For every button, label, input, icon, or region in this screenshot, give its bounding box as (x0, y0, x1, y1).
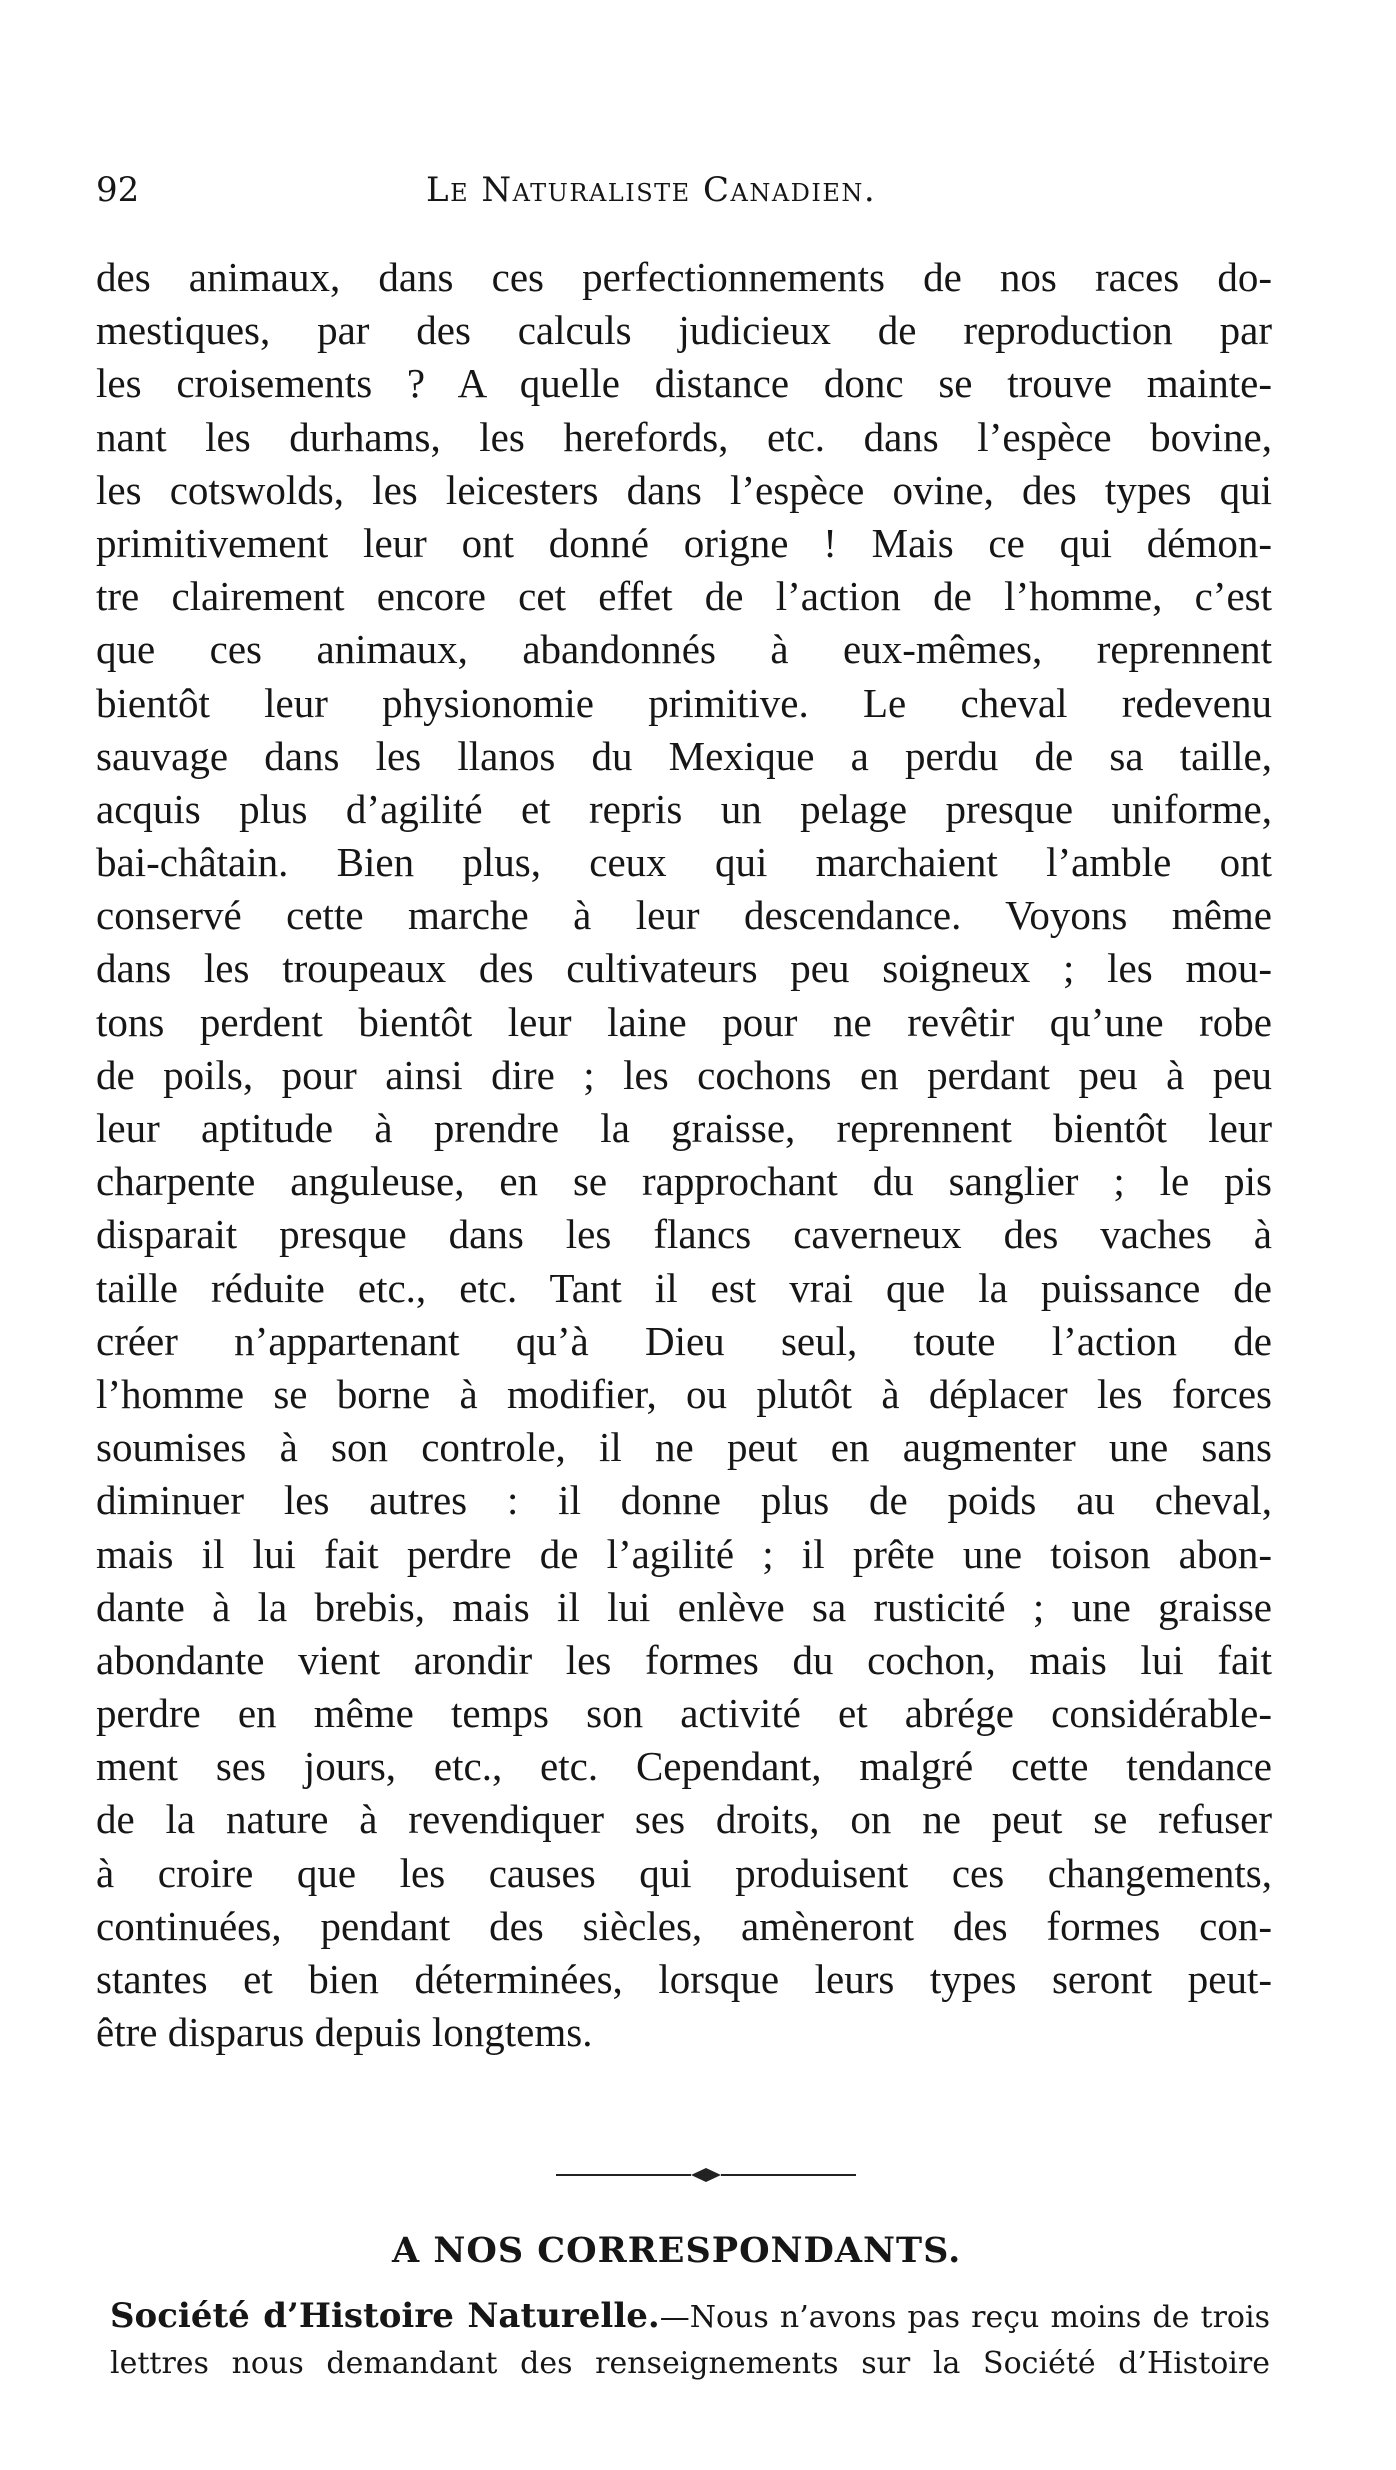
text-line: bientôt leur physionomie primitive. Le cheval redevenu (96, 679, 1272, 726)
text-line: dans les troupeaux des cultivateurs peu soigneux ; les mou- (96, 945, 1272, 992)
text-line: conservé cette marche à leur descendance. Voyons même (96, 892, 1272, 939)
text-line: ment ses jours, etc., etc. Cependant, malgré cette tendance (96, 1743, 1272, 1790)
text-line: disparait presque dans les flancs caverneux des vaches à (96, 1211, 1272, 1258)
page-header (96, 170, 1264, 220)
correspondents-line-1 (110, 2292, 1270, 2340)
text-line: charpente anguleuse, en se rapprochant du sanglier ; le pis (96, 1158, 1272, 1205)
text-line: les croisements ? A quelle distance donc se trouve mainte- (96, 360, 1272, 407)
text-line: abondante vient arondir les formes du cochon, mais lui fait (96, 1636, 1272, 1683)
text-line: les cotswolds, les leicesters dans l’espèce ovine, des types qui (96, 466, 1272, 513)
text-line: soumises à son controle, il ne peut en augmenter une sans (96, 1424, 1272, 1471)
text-line: créer n’appartenant qu’à Dieu seul, toute l’action de (96, 1317, 1272, 1364)
text-line: diminuer les autres : il donne plus de poids au cheval, (96, 1477, 1272, 1524)
text-line: dante à la brebis, mais il lui enlève sa rusticité ; une graisse (96, 1583, 1272, 1630)
text-line: que ces animaux, abandonnés à eux-mêmes, reprennent (96, 626, 1272, 673)
text-line: être disparus depuis longtems. (96, 2009, 593, 2056)
text-line: sauvage dans les llanos du Mexique a perdu de sa taille, (96, 732, 1272, 779)
text-line: mestiques, par des calculs judicieux de reproduction par (96, 307, 1272, 354)
text-line: leur aptitude à prendre la graisse, reprennent bientôt leur (96, 1105, 1272, 1151)
text-line: l’homme se borne à modifier, ou plutôt à déplacer les forces (96, 1370, 1272, 1417)
running-title: Le Naturaliste Canadien. (426, 170, 877, 210)
text-line: continuées, pendant des siècles, amèneront des formes con- (96, 1902, 1272, 1949)
text-line: taille réduite etc., etc. Tant il est vrai que la puissance de (96, 1264, 1272, 1311)
text-line: des animaux, dans ces perfectionnements de nos races do- (96, 254, 1272, 300)
text-line: stantes et bien déterminées, lorsque leurs types seront peut- (96, 1956, 1272, 2002)
text-line: tons perdent bientôt leur laine pour ne revêtir qu’une robe (96, 998, 1272, 1045)
main-text-block (96, 251, 1272, 2059)
text-line: acquis plus d’agilité et repris un pelage presque uniforme, (96, 785, 1272, 832)
text-line: de la nature à revendiquer ses droits, on ne peut se refuser (96, 1796, 1272, 1843)
text-line: de poils, pour ainsi dire ; les cochons en perdant peu à peu (96, 1051, 1272, 1098)
correspondents-line-1-rest: —Nous n’avons pas reçu moins de trois (659, 2300, 1270, 2335)
text-line: bai-châtain. Bien plus, ceux qui marchaient l’amble ont (96, 839, 1272, 886)
section-title: A NOS CORRESPONDANTS. (392, 2230, 962, 2271)
correspondents-line-2: lettres nous demandant des renseignements sur la Société d’Histoire (110, 2346, 1270, 2381)
text-line: tre clairement encore cet effet de l’action de l’homme, c’est (96, 573, 1272, 620)
text-line: à croire que les causes qui produisent ces changements, (96, 1849, 1272, 1896)
text-line: perdre en même temps son activité et abrége considérable- (96, 1690, 1272, 1737)
correspondents-heading: Société d’Histoire Naturelle. (110, 2296, 660, 2336)
text-line: mais il lui fait perdre de l’agilité ; il prête une toison abon- (96, 1530, 1272, 1577)
section-divider-ornament (556, 2160, 856, 2190)
correspondents-text (110, 2292, 1270, 2388)
text-line: nant les durhams, les herefords, etc. dans l’espèce bovine, (96, 413, 1272, 460)
page-number: 92 (96, 170, 140, 210)
text-line: primitivement leur ont donné origne ! Mais ce qui démon- (96, 519, 1272, 566)
